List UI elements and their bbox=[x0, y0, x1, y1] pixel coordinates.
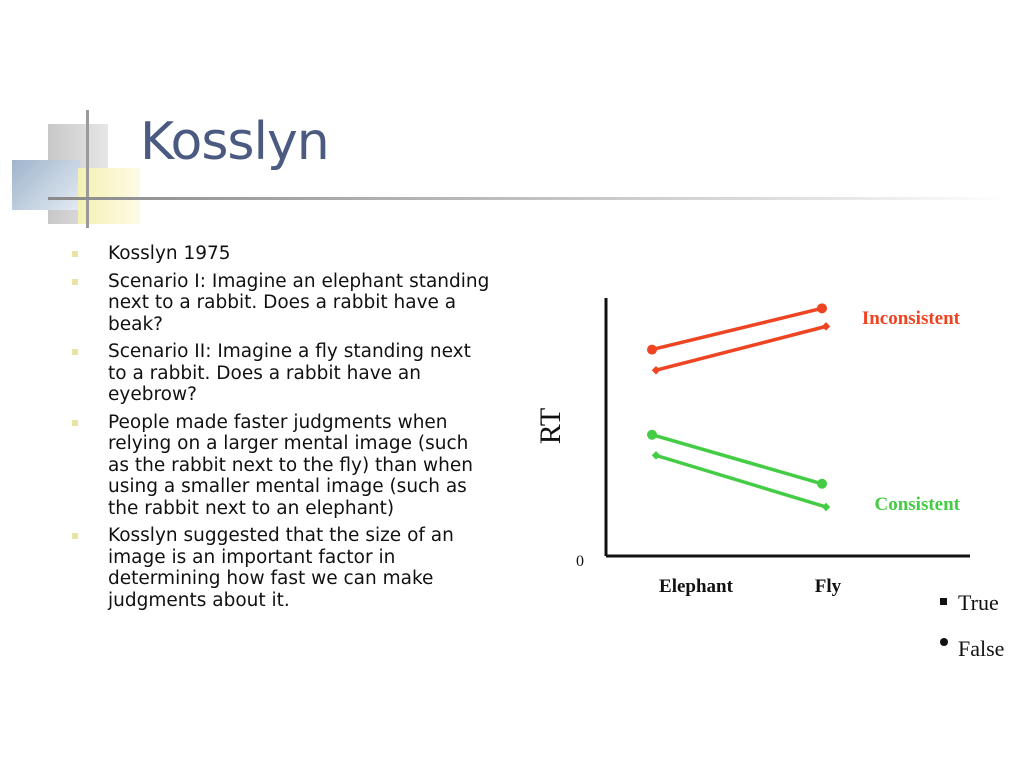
header-horizontal-rule bbox=[48, 197, 1008, 200]
legend-label-false: False bbox=[958, 636, 1005, 661]
data-point-inconsistent-square-elephant bbox=[652, 366, 660, 374]
data-point-inconsistent-square-fly bbox=[822, 322, 830, 330]
series-line-consistent-dot bbox=[652, 435, 822, 484]
bullet-square-icon bbox=[72, 533, 78, 539]
data-point-inconsistent-dot-fly bbox=[817, 303, 827, 313]
bullet-text: Kosslyn 1975 bbox=[108, 243, 231, 264]
data-point-consistent-square-fly bbox=[822, 503, 830, 511]
bullet-text: Kosslyn suggested that the size of an image is an important factor in determining how fast we can make judgments about it. bbox=[108, 525, 454, 611]
bullet-square-icon bbox=[72, 420, 78, 426]
series-line-consistent-square bbox=[656, 455, 826, 507]
square-icon bbox=[940, 598, 947, 605]
dot-icon bbox=[940, 638, 948, 646]
bullet-item bbox=[72, 412, 492, 520]
header-decoration-blue bbox=[12, 160, 80, 210]
bullet-square-icon bbox=[72, 349, 78, 355]
bullet-item bbox=[72, 271, 492, 336]
series-line-inconsistent-square bbox=[656, 326, 826, 370]
x-tick-label-fly: Fly bbox=[814, 576, 842, 597]
bullet-item bbox=[72, 341, 492, 406]
bullet-square-icon bbox=[72, 251, 78, 257]
data-point-inconsistent-dot-elephant bbox=[647, 345, 657, 355]
x-tick-label-elephant: Elephant bbox=[659, 576, 733, 597]
bullet-item bbox=[72, 243, 492, 265]
series-label-consistent: Consistent bbox=[874, 494, 960, 515]
y-origin-label: 0 bbox=[576, 553, 584, 570]
data-point-consistent-dot-fly bbox=[817, 479, 827, 489]
bullet-text: Scenario II: Imagine a fly standing next to a rabbit. Does a rabbit have an eyebrow? bbox=[108, 341, 471, 405]
bullet-item bbox=[72, 525, 492, 611]
data-point-consistent-square-elephant bbox=[652, 451, 660, 459]
legend-label-true: True bbox=[958, 590, 999, 615]
header-vertical-rule bbox=[86, 110, 89, 228]
series-line-inconsistent-dot bbox=[652, 308, 822, 349]
bullet-text: People made faster judgments when relying on a larger mental image (such as the rabbit next to the fly) than when using a smaller mental image (such as the rabbit next to an elephant) bbox=[108, 411, 473, 519]
series-label-inconsistent: Inconsistent bbox=[861, 308, 960, 329]
data-point-consistent-dot-elephant bbox=[647, 430, 657, 440]
bullet-square-icon bbox=[72, 279, 78, 285]
slide-title: Kosslyn bbox=[140, 112, 329, 172]
bullet-list bbox=[72, 243, 492, 617]
y-axis-label: RT bbox=[534, 407, 567, 445]
bullet-text: Scenario I: Imagine an elephant standing next to a rabbit. Does a rabbit have a beak? bbox=[108, 270, 490, 335]
rt-chart bbox=[520, 290, 980, 610]
